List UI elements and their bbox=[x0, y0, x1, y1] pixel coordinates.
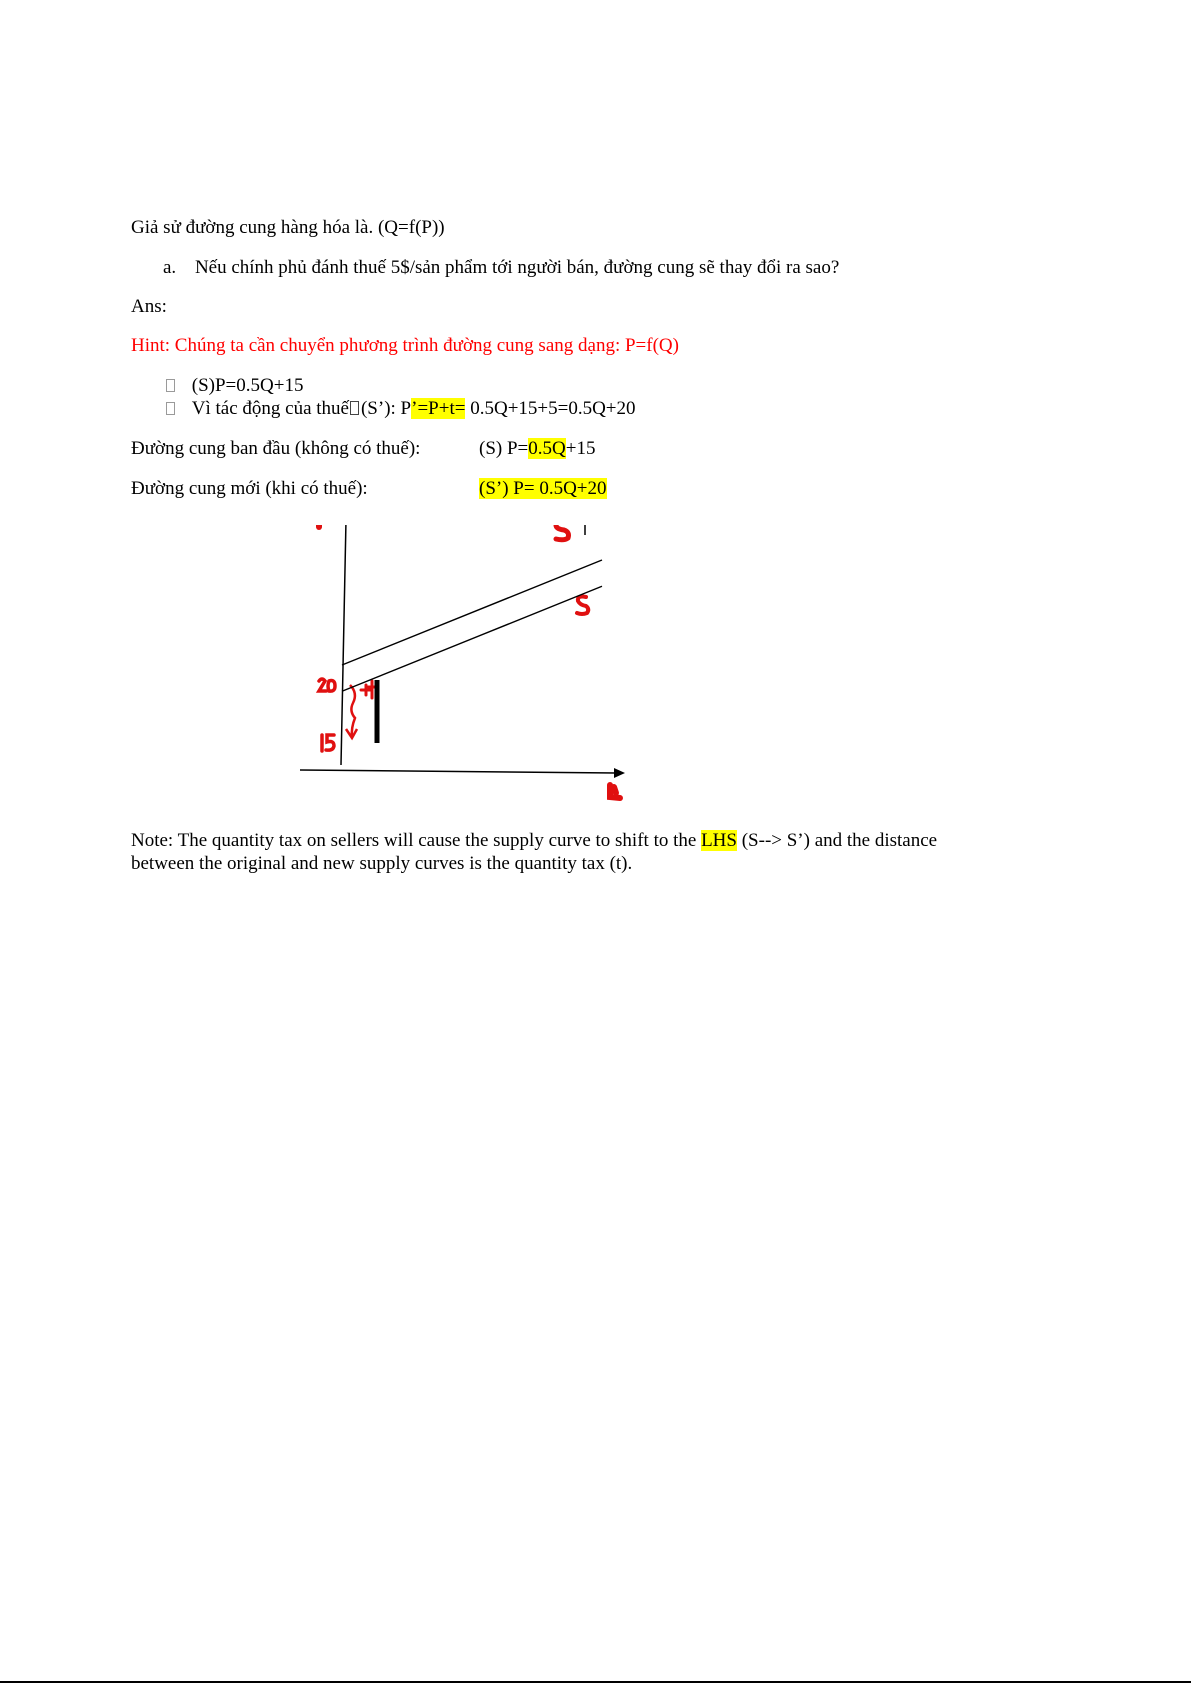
supply-curve-s bbox=[342, 586, 602, 691]
part-a-marker: a. bbox=[163, 257, 177, 278]
original-curve-equation bbox=[479, 437, 595, 461]
note-highlight-lhs: LHS bbox=[701, 830, 737, 851]
note-line-2: between the original and new supply curves is the quantity tax (t). bbox=[131, 853, 633, 874]
original-eq-highlight: 0.5Q bbox=[528, 438, 566, 459]
bullet-2-suffix: 0.5Q+15+5=0.5Q+20 bbox=[465, 398, 636, 419]
part-a-text: Nếu chính phủ đánh thuế 5$/sản phẩm tới người bán, đường cung sẽ thay đổi ra sao? bbox=[194, 257, 840, 278]
bullet-2 bbox=[166, 397, 636, 421]
bullet-2-highlight: ’=P+t= bbox=[411, 398, 466, 419]
arrow-bullet-icon bbox=[166, 402, 175, 415]
note-line-1 bbox=[131, 829, 937, 853]
hint-text: Hint: Chúng ta cần chuyển phương trình đường cung sang dạng: P=f(Q) bbox=[131, 335, 679, 356]
bullet-2-prefix: Vì tác động của thuế bbox=[191, 398, 349, 419]
note-line-1-suffix: (S--> S’) and the distance bbox=[736, 830, 938, 851]
original-eq-prefix: (S) P= bbox=[479, 438, 529, 459]
new-eq-highlight: (S’) P= 0.5Q+20 bbox=[479, 478, 607, 499]
x-axis bbox=[300, 770, 616, 773]
part-a bbox=[163, 256, 839, 280]
handwritten-p-label bbox=[319, 525, 325, 527]
handwritten-tick-15 bbox=[322, 735, 334, 751]
new-curve-label: Đường cung mới (khi có thuế): bbox=[131, 478, 368, 499]
handwritten-tick-20 bbox=[319, 679, 335, 691]
note-line-1-prefix: Note: The quantity tax on sellers will cause the supply curve to shift to the bbox=[131, 830, 702, 851]
arrow-symbol-icon bbox=[350, 401, 359, 415]
footer-rule bbox=[0, 1681, 1191, 1683]
handwritten-s-label bbox=[577, 597, 588, 615]
bullet-1-text: (S)P=0.5Q+15 bbox=[191, 375, 304, 396]
new-curve-equation bbox=[479, 477, 607, 501]
original-eq-suffix: +15 bbox=[565, 438, 596, 459]
tax-brace bbox=[350, 685, 355, 737]
bullet-1 bbox=[166, 374, 303, 398]
handwritten-q-label bbox=[610, 785, 620, 798]
handwritten-s-prime-label bbox=[556, 525, 569, 540]
ans-label: Ans: bbox=[131, 296, 167, 317]
bullet-2-middle: (S’): P bbox=[360, 398, 412, 419]
question-intro: Giả sử đường cung hàng hóa là. (Q=f(P)) bbox=[131, 217, 445, 238]
plus-t-annotation bbox=[361, 681, 376, 698]
y-axis bbox=[341, 525, 346, 765]
original-curve-label: Đường cung ban đầu (không có thuế): bbox=[131, 438, 421, 459]
arrow-bullet-icon bbox=[166, 379, 175, 392]
supply-curve-s-prime bbox=[342, 560, 602, 665]
supply-curve-chart bbox=[300, 525, 740, 815]
x-axis-arrow-icon bbox=[614, 768, 625, 778]
